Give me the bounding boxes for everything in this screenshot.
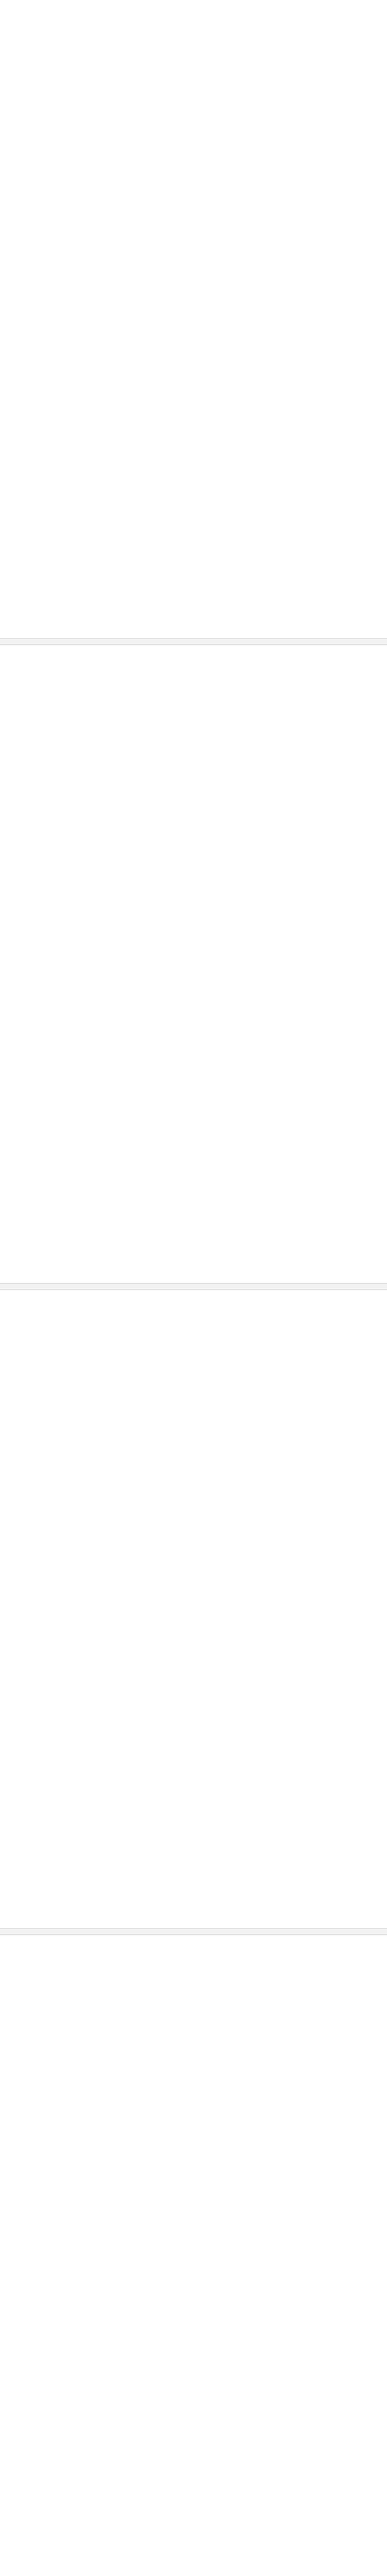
page [0, 645, 387, 1283]
page [0, 1935, 387, 2576]
page-divider [0, 1283, 387, 1290]
page [0, 1290, 387, 1928]
page-divider [0, 1928, 387, 1935]
page [0, 0, 387, 638]
page-divider [0, 638, 387, 645]
